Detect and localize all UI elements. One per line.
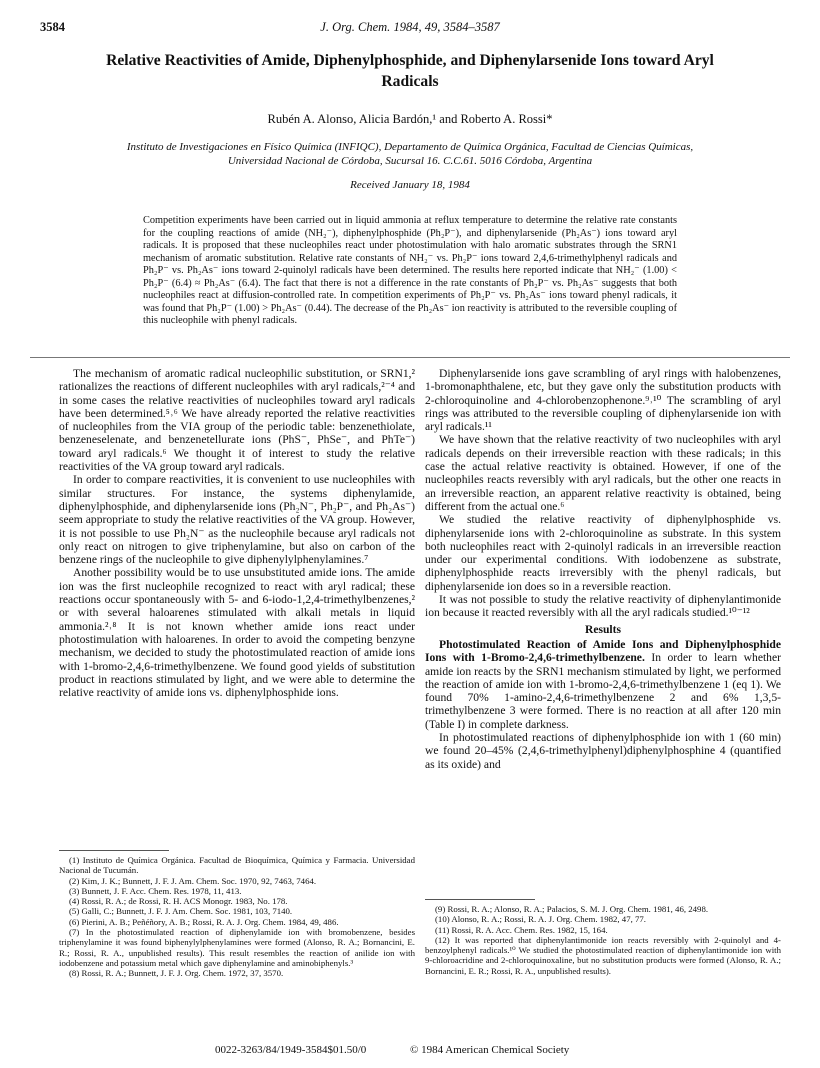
volume-info: 1984, 49, 3584–3587 bbox=[393, 20, 500, 34]
footnote: (1) Instituto de Química Orgánica. Facultad de Bioquímica, Química y Farmacia. Universidad Nacional de Tucumán. bbox=[59, 855, 415, 876]
body-paragraph: Another possibility would be to use unsubstituted amide ions. The amide ion was the first nucleophile recognized to react with aryl radical; these reactions occur spontaneously with 5- and 6-iodo-1,2,4-trimethylbenzenes,² or with several haloarenes stimulated with alkali metals in liquid ammonia.²˒⁸ It is not known whether amide ions react under photostimulation with haloarenes. In order to avoid the competing benzyne mechanism, we decided to study the photostimulated reaction of amide ions with 1-bromo-2,4,6-trimethylbenzene. We found good yields of substitution product in reactions stimulated by light, and we were able to determine the relative reactivity of amide ions vs. diphenylphosphide ions. bbox=[59, 566, 415, 700]
body-paragraph: In order to compare reactivities, it is convenient to use nucleophiles with similar structures. For instance, the systems diphenylamide, diphenylphosphide, and diphenylarsenide ions (Ph₂N⁻, Ph₂P⁻, and Ph₂As⁻) seem appropriate to study the relative reactivities of the VA group. However, it is not possible to use Ph₂N⁻ as the nucleophile because aryl radicals not only react on nitrogen to give triphenylamine, but also on carbon of the benzene rings of the nucleophile to give diphenylylphenylamines.⁷ bbox=[59, 473, 415, 567]
running-head bbox=[40, 20, 780, 38]
footnote: (11) Rossi, R. A. Acc. Chem. Res. 1982, 15, 164. bbox=[435, 924, 608, 935]
body-paragraph: It was not possible to study the relative reactivity of diphenylantimonide ion because it reacted reversibly with all the aryl radicals studied.¹⁰⁻¹² bbox=[425, 593, 781, 620]
footnote: (7) In the photostimulated reaction of diphenylamide ion with bromobenzene, besides triphenylamine it was found biphenylylphenylamines were formed (Alonso, R. A.; Bornancini, E. R.; Rossi, R. A., unpublished results). This result resembles the reaction of anilide ion with iodobenzene and potassium metal which gave diphenylamine and aminobiphenyls.³ bbox=[59, 927, 415, 968]
footnotes-left bbox=[59, 855, 415, 979]
doi-code: 0022-3263/84/1949-3584$01.50/0 bbox=[215, 1044, 367, 1056]
results-paragraph bbox=[425, 638, 781, 731]
footnotes-right bbox=[425, 904, 781, 976]
footnote: (6) Pierini, A. B.; Peñéñory, A. B.; Rossi, R. A. J. Org. Chem. 1984, 49, 486. bbox=[69, 916, 339, 927]
article-title: Relative Reactivities of Amide, Diphenylphosphide, and Diphenylarsenide Ions toward Aryl Radicals bbox=[106, 52, 714, 90]
footnote-rule-right bbox=[425, 899, 535, 900]
footnote: (5) Galli, C.; Bunnett, J. F. J. Am. Chem. Soc. 1981, 103, 7140. bbox=[69, 906, 293, 917]
body-paragraph: Diphenylarsenide ions gave scrambling of aryl rings with halobenzenes, 1-bromonaphthalene, etc, but they gave only the substitution products with 2-chloroquinoline and 4-chlorobenzophenone.⁹˒¹⁰ The scrambling of aryl rings was attributed to the reversible coupling of diphenylarsenide ion with aryl radicals.¹¹ bbox=[425, 367, 781, 434]
results-paragraph: In photostimulated reactions of diphenylphosphide ion with 1 (60 min) we found 20–45% (2,4,6-trimethylphenyl)diphenylphosphine 4 (quantified as its oxide) and bbox=[425, 731, 781, 771]
left-column bbox=[59, 367, 415, 699]
results-subheading: Photostimulated Reaction of Amide Ions and Diphenylphosphide Ions with 1-Bromo-2,4,6-trimethylbenzene. bbox=[425, 637, 781, 665]
results-heading: Results bbox=[584, 622, 622, 636]
copyright: © 1984 American Chemical Society bbox=[410, 1044, 570, 1056]
footnote: (2) Kim, J. K.; Bunnett, J. F. J. Am. Chem. Soc. 1970, 92, 7463, 7464. bbox=[69, 875, 317, 886]
journal-name: J. Org. Chem. bbox=[320, 20, 391, 34]
footnote: (8) Rossi, R. A.; Bunnett, J. F. J. Org. Chem. 1972, 37, 3570. bbox=[69, 968, 284, 979]
body-paragraph: The mechanism of aromatic radical nucleophilic substitution, or SRN1,² rationalizes the reactions of different nucleophiles with aryl radicals,²⁻⁴ and in some cases the relative reactivities of nucleophiles toward aryl radicals have been determined.⁵˒⁶ We have already reported the relative reactivities of nucleophiles from the VIA group of the periodic table: benzenethiolate, benzeneselenate, and benzenetellurate ions (PhS⁻, PhSe⁻, and PhTe⁻) toward aryl radicals.⁶ We thought it of interest to study the relative reactivities of the VA group toward aryl radicals. bbox=[59, 367, 415, 474]
page-number: 3584 bbox=[40, 20, 65, 34]
body-paragraph: We studied the relative reactivity of diphenylphosphide vs. diphenylarsenide ions with 2-chloroquinoline as substrate. In this system both nucleophiles react with 2-quinolyl radicals in an irreversible reaction under our experimental conditions. With iodobenzene as substrate, diphenylphosphide reacts irreversibly with the phenyl radicals, but diphenylarsenide ion does so in a reversible reaction. bbox=[425, 513, 781, 593]
footnote-rule-left bbox=[59, 850, 169, 851]
abstract: Competition experiments have been carried out in liquid ammonia at reflux temperature to determine the relative rate constants for the coupling reactions of amide (NH₂⁻), diphenylphosphide (Ph₂P⁻), and diphenylarsenide (Ph₂As⁻) ions toward aryl radicals. It is proposed that these nucleophiles react under photostimulation with halo aromatic substrates through the SRN1 mechanism of aromatic substitution. Relative rate constants of NH₂⁻ vs. Ph₂P⁻ ions toward 2,4,6-trimethylphenyl radicals and Ph₂P⁻ vs. Ph₂As⁻ ions toward 2-quinolyl radicals have been determined. The results here reported indicate that NH₂⁻ (1.00) < Ph₂P⁻ (6.4) ≈ Ph₂As⁻ (6.4). The fact that there is not a difference in the rate constants of Ph₂P⁻ vs. Ph₂As⁻ suggests that both nucleophiles react at diffusion-controlled rate. In competition experiments of Ph₂P⁻ vs. Ph₂As⁻ ions toward phenyl radicals, it was found that Ph₂P⁻ (1.00) > Ph₂As⁻ (0.44). The decrease of the Ph₂As⁻ ion reactivity is attributed to the reversible coupling of this nucleophile with phenyl radicals. bbox=[143, 215, 677, 326]
footnote: (4) Rossi, R. A.; de Rossi, R. H. ACS Monogr. 1983, No. 178. bbox=[69, 896, 288, 907]
journal-citation bbox=[40, 20, 780, 35]
footnote: (9) Rossi, R. A.; Alonso, R. A.; Palacios, S. M. J. Org. Chem. 1981, 46, 2498. bbox=[435, 904, 709, 914]
page-footer bbox=[0, 1044, 820, 1058]
affiliation: Instituto de Investigaciones en Físico Química (INFIQC), Departamento de Química Orgánica, Facultad de Ciencias Químicas, Universidad Nacional de Córdoba, Sucursal 16. C.C.61. 5016 Córdoba, Argentina bbox=[126, 141, 694, 167]
author-list: Rubén A. Alonso, Alicia Bardón,¹ and Roberto A. Rossi* bbox=[267, 112, 553, 126]
footnote: (12) It was reported that diphenylantimonide ion reacts reversibly with 2-quinolyl and 4-benzoylphenyl radicals.¹⁰ We studied the photostimulated reaction of diphenylantimonide ion with 9-chloroacridine and 2-chloroquinoxaline, but no substitution products were formed (Alonso, R. A.; Bornancini, E. R.; Rossi, R. A., unpublished results). bbox=[425, 934, 781, 976]
received-date: Received January 18, 1984 bbox=[350, 179, 470, 191]
results-text: In order to learn whether amide ion reacts by the SRN1 mechanism stimulated by light, we performed the reaction of amide ion with 1-bromo-2,4,6-trimethylbenzene 1 (eq 1). We found 70% 1-amino-2,4,6-trimethylbenzene 2 and 6% 1,3,5-trimethylbenzene 3 were formed. There is no reaction at all after 120 min (Table I) in complete darkness. bbox=[425, 651, 781, 731]
footnote: (3) Bunnett, J. F. Acc. Chem. Res. 1978, 11, 413. bbox=[69, 885, 242, 896]
footnote: (10) Alonso, R. A.; Rossi, R. A. J. Org. Chem. 1982, 47, 77. bbox=[435, 914, 646, 925]
body-paragraph: We have shown that the relative reactivity of two nucleophiles with aryl radicals depends on their irreversible reaction with these radicals; in this case the actual relative reactivity is obtained. However, if one of the nucleophiles reacts reversibly with aryl radicals, but the other one reacts in an irreversible reaction, an apparent relative reactivity is obtained, being different from the actual one.⁶ bbox=[425, 433, 781, 513]
right-column bbox=[425, 367, 781, 771]
abstract-divider bbox=[30, 357, 790, 358]
